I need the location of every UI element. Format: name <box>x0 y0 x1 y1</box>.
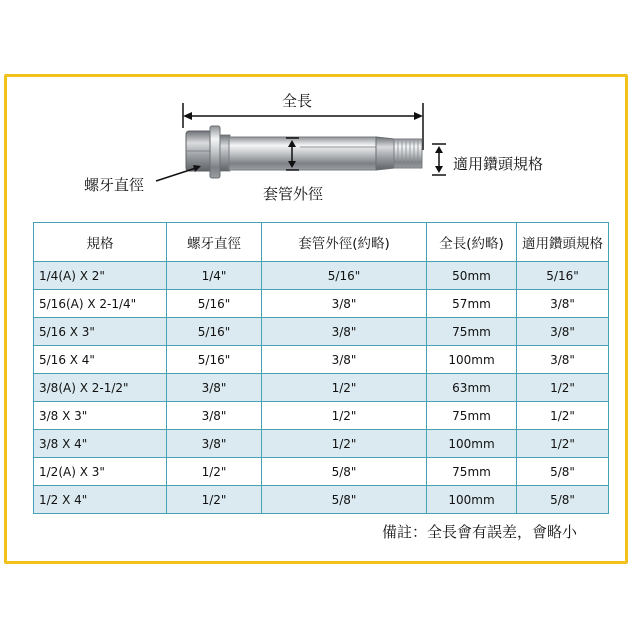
cell-sleeve: 3/8" <box>262 290 427 318</box>
cell-length: 75mm <box>427 318 517 346</box>
cell-sleeve: 3/8" <box>262 346 427 374</box>
cell-thread: 1/2" <box>167 458 262 486</box>
length-label: 全長 <box>282 92 313 110</box>
cell-spec: 5/16 X 4" <box>34 346 167 374</box>
cell-spec: 3/8 X 3" <box>34 402 167 430</box>
header-spec: 規格 <box>34 223 167 262</box>
drill-dimension <box>432 144 446 175</box>
cell-drill: 3/8" <box>517 346 609 374</box>
table-row <box>34 402 609 430</box>
cell-drill: 5/16" <box>517 262 609 290</box>
cell-sleeve: 5/8" <box>262 458 427 486</box>
cell-drill: 1/2" <box>517 430 609 458</box>
cell-thread: 5/16" <box>167 318 262 346</box>
cell-thread: 1/4" <box>167 262 262 290</box>
cell-thread: 5/16" <box>167 346 262 374</box>
cell-spec: 3/8 X 4" <box>34 430 167 458</box>
drill-size-label: 適用鑽頭規格 <box>453 155 544 173</box>
cell-spec: 5/16(A) X 2-1/4" <box>34 290 167 318</box>
table-row <box>34 374 609 402</box>
cell-drill: 1/2" <box>517 374 609 402</box>
cell-drill: 1/2" <box>517 402 609 430</box>
header-length: 全長(約略) <box>427 223 517 262</box>
cell-drill: 3/8" <box>517 290 609 318</box>
table-row <box>34 458 609 486</box>
header-thread-diameter: 螺牙直徑 <box>167 223 262 262</box>
header-sleeve-diameter: 套管外徑(約略) <box>262 223 427 262</box>
cell-thread: 3/8" <box>167 430 262 458</box>
cell-length: 57mm <box>427 290 517 318</box>
cell-length: 100mm <box>427 430 517 458</box>
cell-sleeve: 5/16" <box>262 262 427 290</box>
cell-length: 50mm <box>427 262 517 290</box>
table-row <box>34 290 609 318</box>
cell-sleeve: 1/2" <box>262 430 427 458</box>
cell-sleeve: 1/2" <box>262 374 427 402</box>
cell-length: 75mm <box>427 458 517 486</box>
cell-thread: 5/16" <box>167 290 262 318</box>
cell-sleeve: 1/2" <box>262 402 427 430</box>
sleeve-diameter-label: 套管外徑 <box>263 185 324 203</box>
table-row <box>34 486 609 514</box>
cell-sleeve: 3/8" <box>262 318 427 346</box>
cell-spec: 1/4(A) X 2" <box>34 262 167 290</box>
cell-drill: 5/8" <box>517 486 609 514</box>
cell-length: 63mm <box>427 374 517 402</box>
thread-leader <box>156 165 201 181</box>
thread-diameter-label: 螺牙直徑 <box>84 176 145 194</box>
cell-spec: 1/2(A) X 3" <box>34 458 167 486</box>
anchor-bolt-image <box>186 126 422 178</box>
cell-spec: 1/2 X 4" <box>34 486 167 514</box>
cell-length: 100mm <box>427 486 517 514</box>
table-row <box>34 346 609 374</box>
cell-sleeve: 5/8" <box>262 486 427 514</box>
table-row <box>34 430 609 458</box>
cell-length: 75mm <box>427 402 517 430</box>
cell-thread: 1/2" <box>167 486 262 514</box>
cell-drill: 5/8" <box>517 458 609 486</box>
cell-thread: 3/8" <box>167 374 262 402</box>
spec-table <box>33 222 609 514</box>
table-row <box>34 318 609 346</box>
table-header-row <box>34 223 609 262</box>
cell-drill: 3/8" <box>517 318 609 346</box>
cell-thread: 3/8" <box>167 402 262 430</box>
cell-spec: 5/16 X 3" <box>34 318 167 346</box>
cell-length: 100mm <box>427 346 517 374</box>
cell-spec: 3/8(A) X 2-1/2" <box>34 374 167 402</box>
remark-note: 備註：全長會有誤差，會略小 <box>382 523 578 541</box>
header-drill-size: 適用鑽頭規格 <box>517 223 609 262</box>
table-row <box>34 262 609 290</box>
